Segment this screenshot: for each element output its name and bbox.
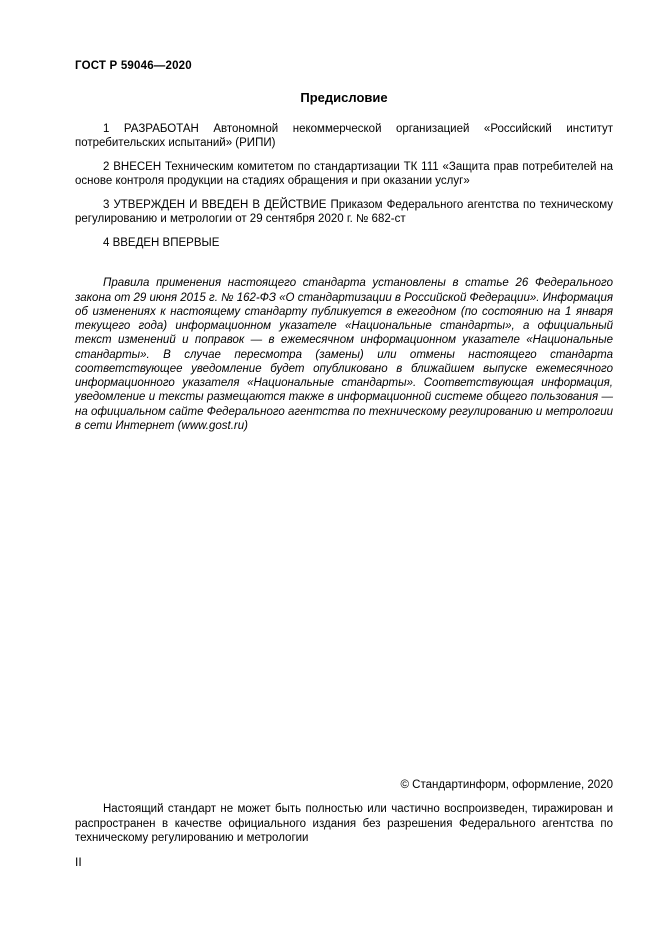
preface-item-submitted: 2 ВНЕСЕН Техническим комитетом по стандартизации ТК 111 «Защита прав потребителей на основе контроля продукции на стадиях обращения и при оказании услуг» bbox=[75, 160, 613, 188]
preface-section bbox=[75, 122, 613, 250]
copyright-line: © Стандартинформ, оформление, 2020 bbox=[400, 779, 613, 792]
preface-item-approved: 3 УТВЕРЖДЕН И ВВЕДЕН В ДЕЙСТВИЕ Приказом Федерального агентства по техническому регулированию и метрологии от 29 сентября 2020 г. № 682-ст bbox=[75, 198, 613, 226]
page-title: Предисловие bbox=[300, 90, 388, 105]
legal-application-note: Правила применения настоящего стандарта установлены в статье 26 Федерального закона от 29 июня 2015 г. № 162-ФЗ «О стандартизации в Российской Федерации». Информация об изменениях к настоящему стандарту публикуется в ежегодном (по состоянию на 1 января текущего года) информационном указателе «Национальные стандарты», а официальный текст изменений и поправок — в ежемесячном информационном указателе «Национальные стандарты». В случае пересмотра (замены) или отмены настоящего стандарта соответствующее уведомление будет опубликовано в ближайшем выпуске ежемесячного информационного указателя «Национальные стандарты». Соответствующая информация, уведомление и тексты размещаются также в информационной системе общего пользования — на официальном сайте Федерального агентства по техническому регулированию и метрологии в сети Интернет (www.gost.ru) bbox=[75, 277, 613, 432]
preface-item-introduced: 4 ВВЕДЕН ВПЕРВЫЕ bbox=[103, 236, 220, 249]
page-number: II bbox=[75, 854, 82, 869]
distribution-note: Настоящий стандарт не может быть полностью или частично воспроизведен, тиражирован и распространен в качестве официального издания без разрешения Федерального агентства по техническому регулированию и метрологии bbox=[75, 803, 613, 845]
preface-item-developed: 1 РАЗРАБОТАН Автономной некоммерческой организацией «Российский институт потребительских испытаний» (РИПИ) bbox=[75, 123, 613, 150]
doc-number: ГОСТ Р 59046—2020 bbox=[75, 60, 192, 72]
